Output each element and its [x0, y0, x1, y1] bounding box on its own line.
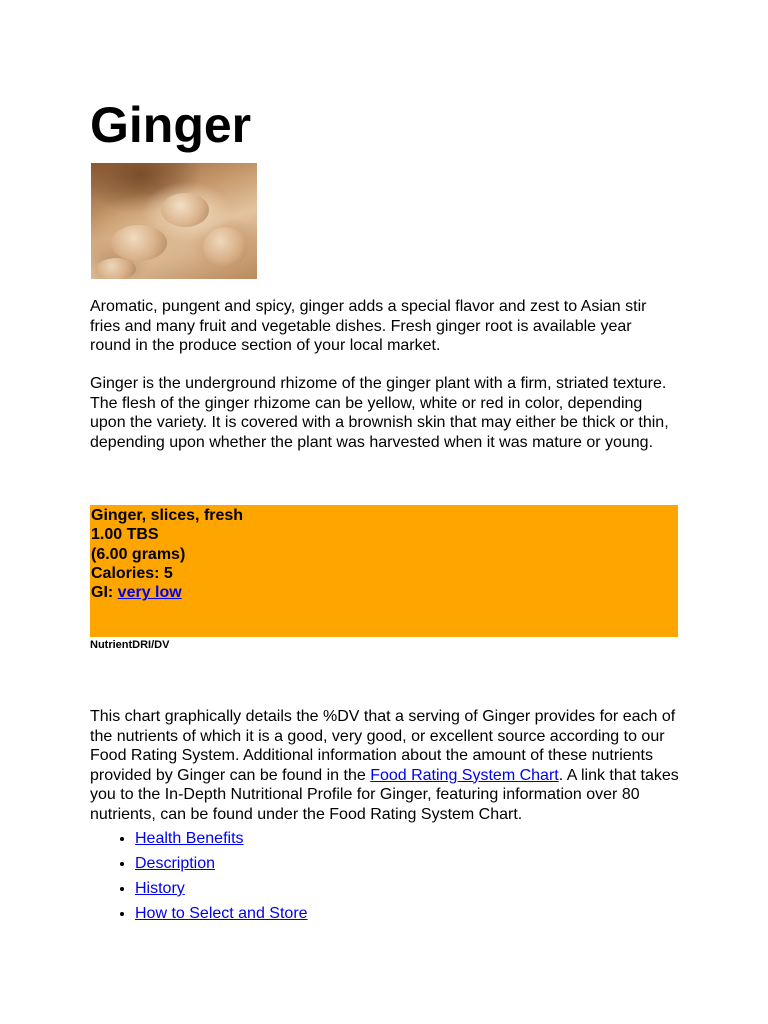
chart-info-paragraph	[90, 707, 680, 824]
calories: Calories: 5	[91, 564, 173, 582]
list-item	[135, 876, 308, 901]
topic-links-list	[90, 826, 308, 926]
food-name: Ginger, slices, fresh	[91, 507, 244, 524]
ginger-root-image	[91, 163, 257, 279]
glycemic-index	[90, 583, 678, 602]
list-item	[135, 851, 308, 876]
gi-very-low-link[interactable]: very low	[117, 584, 182, 602]
serving-grams: (6.00 grams)	[91, 545, 186, 563]
gi-label: GI:	[91, 584, 118, 602]
intro-paragraph: Aromatic, pungent and spicy, ginger adds a special flavor and zest to Asian stir fries and many fruit and vegetable dishes. Fresh ginger root is available year round in the produce section of your local market.	[90, 298, 647, 354]
page-title: Ginger	[90, 97, 252, 153]
history-link[interactable]: History	[135, 880, 185, 897]
health-benefits-link[interactable]: Health Benefits	[135, 830, 244, 847]
nutrition-summary-box	[90, 505, 678, 637]
list-item	[135, 901, 308, 926]
list-item	[135, 826, 308, 851]
description-link[interactable]: Description	[135, 855, 216, 872]
nutrient-table-header: NutrientDRI/DV	[90, 639, 170, 651]
description-paragraph: Ginger is the underground rhizome of the ginger plant with a firm, striated texture. The flesh of the ginger rhizome can be yellow, white or red in color, depending upon the variety. It is covered with a brownish skin that may either be thick or thin, depending upon whether the plant was harvested when it was mature or young.	[90, 375, 669, 451]
select-and-store-link[interactable]: How to Select and Store	[135, 905, 308, 922]
chart-info-text: This chart graphically details the %DV that a serving of Ginger provides for each of the nutrients of which it is a good, very good, or excellent source according to our Food Rating System. Additional information about the amount of these nutrients provided by Ginger can be found in the	[90, 708, 676, 784]
food-rating-chart-link[interactable]: Food Rating System Chart	[370, 766, 559, 784]
serving-size: 1.00 TBS	[91, 526, 159, 544]
chart-info-text-end: . A link that takes you to the In-Depth Nutritional Profile for Ginger, featuring information over 80 nutrients, can be found under the Food Rating System Chart.	[90, 766, 679, 823]
